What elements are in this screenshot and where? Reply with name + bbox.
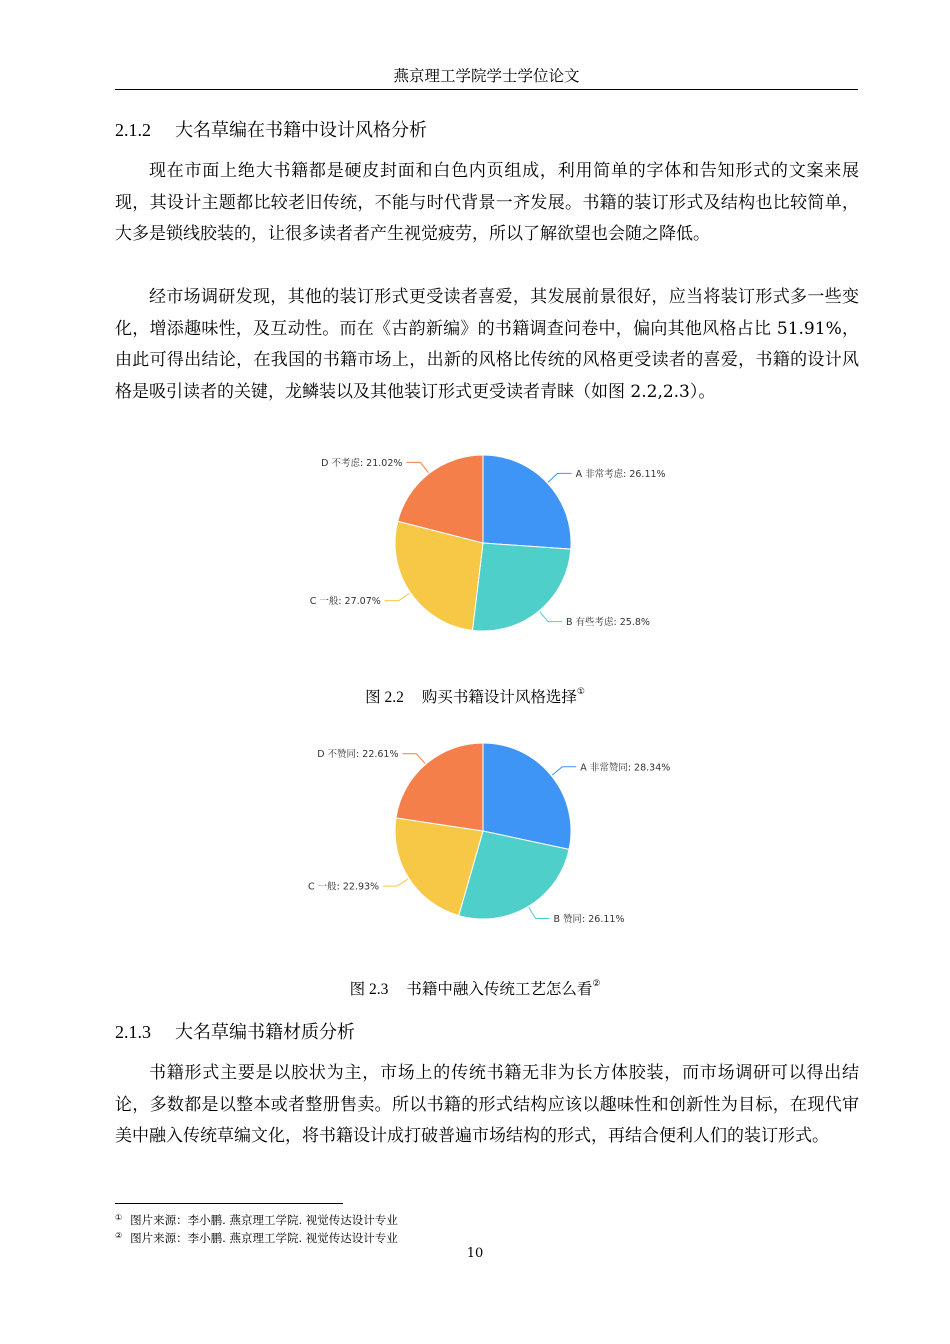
paragraph: 书籍形式主要是以胶状为主，市场上的传统书籍无非为长方体胶装，而市场调研可以得出结论，多数都是以整本或者整册售卖。所以书籍的形式结构应该以趣味性和创新性为目标，在现代审美中融入传统草编文化，将书籍设计成打破普遍市场结构的形式，再结合便利人们的装订形式。 [115, 1063, 859, 1146]
page-header: 燕京理工学院学士学位论文 [115, 66, 858, 90]
section-number: 2.1.2 [115, 120, 151, 140]
leader-line [552, 767, 576, 775]
figure-caption-2-2 [0, 682, 950, 708]
footnote-mark: ① [115, 1213, 123, 1222]
footnote-divider [115, 1203, 343, 1204]
footnote-text: 图片来源：李小鹏. 燕京理工学院. 视觉传达设计专业 [130, 1213, 398, 1227]
pie-chart-design-style [280, 446, 700, 656]
section-heading-2-1-3 [115, 1020, 355, 1045]
section-number: 2.1.3 [115, 1022, 151, 1042]
section-title: 大名草编在书籍中设计风格分析 [175, 120, 427, 141]
pie-slice [483, 455, 571, 549]
figure-caption-2-3 [0, 974, 950, 1000]
footnote-ref: ① [576, 687, 585, 697]
slice-label: D 不赞同: 22.61% [317, 749, 399, 761]
paragraph: 经市场调研发现，其他的装订形式更受读者喜爱，其发展前景很好，应当将装订形式多一些变化，增添趣味性，及互动性。而在《古韵新编》的书籍调查问卷中，偏向其他风格占比 51.91%，由此可得出结论，在我国的书籍市场上，出新的风格比传统的风格更受读者的喜爱，书籍的设计风格是吸引读者的关键，龙鳞装以及其他装订形式更受读者青睐（如图 2.2,2.3）。 [115, 287, 859, 402]
figure-caption-text: 书籍中融入传统工艺怎么看 [406, 980, 593, 998]
section-title: 大名草编书籍材质分析 [175, 1022, 355, 1043]
slice-label: B 有些考虑: 25.8% [566, 617, 650, 629]
footnote-mark: ② [115, 1231, 123, 1240]
slice-label: C 一般: 27.07% [309, 596, 381, 608]
leader-line [403, 754, 426, 764]
page-number: 10 [466, 1246, 484, 1261]
leader-line [406, 462, 428, 472]
leader-line [548, 473, 572, 482]
slice-label: C 一般: 22.93% [307, 881, 380, 893]
leader-line [385, 593, 410, 600]
footnote-text: 图片来源：李小鹏. 燕京理工学院. 视觉传达设计专业 [130, 1231, 398, 1245]
figure-number: 图 2.3 [349, 981, 389, 998]
pie-slice [396, 743, 483, 831]
figure-number: 图 2.2 [365, 689, 404, 706]
section-heading-2-1-2 [115, 118, 427, 143]
figure-caption-text: 购买书籍设计风格选择 [421, 688, 577, 706]
footnote [115, 1210, 398, 1228]
pie-slice [472, 543, 570, 631]
pie-chart-traditional-craft [280, 734, 700, 944]
leader-line [540, 612, 562, 622]
slice-label: A 非常考虑: 26.11% [575, 468, 666, 480]
footnote [115, 1228, 398, 1246]
slice-label: A 非常赞同: 28.34% [580, 762, 671, 774]
footnote-ref: ② [592, 979, 601, 989]
paragraph: 现在市面上绝大书籍都是硬皮封面和白色内页组成，利用简单的字体和告知形式的文案来展现，其设计主题都比较老旧传统，不能与时代背景一齐发展。书籍的装订形式及结构也比较简单，大多是锁线胶装的，让很多读者者产生视觉疲劳，所以了解欲望也会随之降低。 [115, 161, 859, 244]
slice-label: D 不考虑: 21.02% [321, 457, 403, 469]
leader-line [529, 907, 550, 918]
leader-line [383, 879, 408, 886]
slice-label: B 赞同: 26.11% [553, 914, 625, 925]
